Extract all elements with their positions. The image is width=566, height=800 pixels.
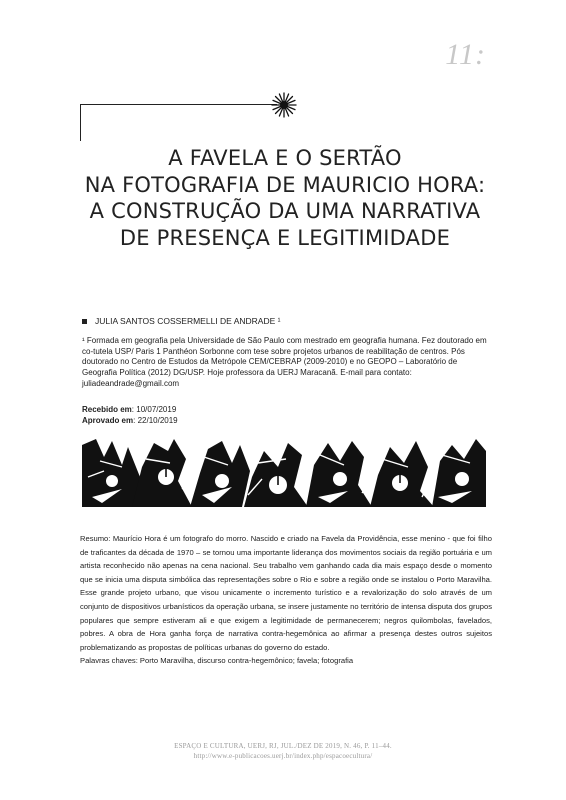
author-line	[82, 316, 280, 326]
received-date	[82, 404, 178, 415]
abstract-text: Resumo: Maurício Hora é um fotografo do morro. Nascido e criado na Favela da Providência, esse menino - que foi filho de traficantes da década de 1970 – se tornou uma importante liderança dos movimentos sociais da região portuária e um artista reconhecido não apenas na cena nacional. Seu trabalho vem ganhando cada dia mais espaço desde o momento que se inicia uma disputa simbólica das representações sobre o Rio e sobre a região onde se instalou o Porto Maravilha. Esse grande projeto urbano, que visou unicamente o incremento turístico e a revalorização do solo através de um conjunto de dispositivos urbanísticos da operação urbana, se insere justamente no território de intensa disputa dos grupos populares que sempre estiveram ali e que exigem a legitimidade de permanecerem; negros quilombolas, favelados, pobres. A obra de Hora ganha força de narrativa contra-hegemônica ao afirmar a presença destes outros sujeitos problematizando as propostas de políticas urbanas do governo do estado.	[80, 534, 493, 652]
title-line: DE PRESENÇA E LEGITIMIDADE	[119, 225, 451, 250]
approved-value: : 22/10/2019	[133, 416, 178, 425]
title-line: NA FOTOGRAFIA DE MAURICIO HORA:	[84, 172, 486, 197]
article-title	[60, 145, 510, 251]
page-number: 11:	[445, 38, 486, 71]
journal-footer	[0, 741, 566, 761]
title-bracket-ornament	[80, 104, 277, 141]
received-label: Recebido em	[82, 405, 132, 414]
received-value: : 10/07/2019	[131, 405, 177, 414]
author-footnote: ¹ Formada em geografia pela Universidade de São Paulo com mestrado em geografia humana. Fez doutorado em co-tutela USP/ Paris 1 Panthéon Sorbonne com tese sobre projetos urbanos de reabilitação de centros. Pós doutorado no Centro de Estudos da Metrópole CEM/CEBRAP (2009-2010) e no GEOPO – Laboratório de Geografia Política (2012) DG/USP. Hoje professora da UERJ Maracanã. E-mail para contato: juliadeandrade@gmail.com	[82, 336, 487, 388]
title-line: A FAVELA E O SERTÃO	[168, 146, 402, 170]
title-line: A CONSTRUÇÃO DA UMA NARRATIVA	[89, 199, 481, 223]
journal-citation: ESPAÇO E CULTURA, UERJ, RJ, JUL./DEZ DE 2019, N. 46, P. 11–44.	[174, 742, 392, 750]
approved-date	[82, 415, 178, 426]
journal-url[interactable]: http://www.e-publicacoes.uerj.br/index.php/espacoecultura/	[193, 752, 373, 760]
author-name: JULIA SANTOS COSSERMELLI DE ANDRADE ¹	[95, 316, 281, 326]
approved-label: Aprovado em	[82, 416, 134, 425]
keywords: Palavras chaves: Porto Maravilha, discurso contra-hegemônico; favela; fotografia	[80, 656, 354, 666]
abstract-section	[80, 532, 492, 668]
woodcut-illustration-banner	[82, 437, 486, 507]
square-bullet-icon	[82, 319, 87, 324]
sun-ornament-icon	[271, 92, 297, 118]
submission-dates	[82, 404, 178, 426]
